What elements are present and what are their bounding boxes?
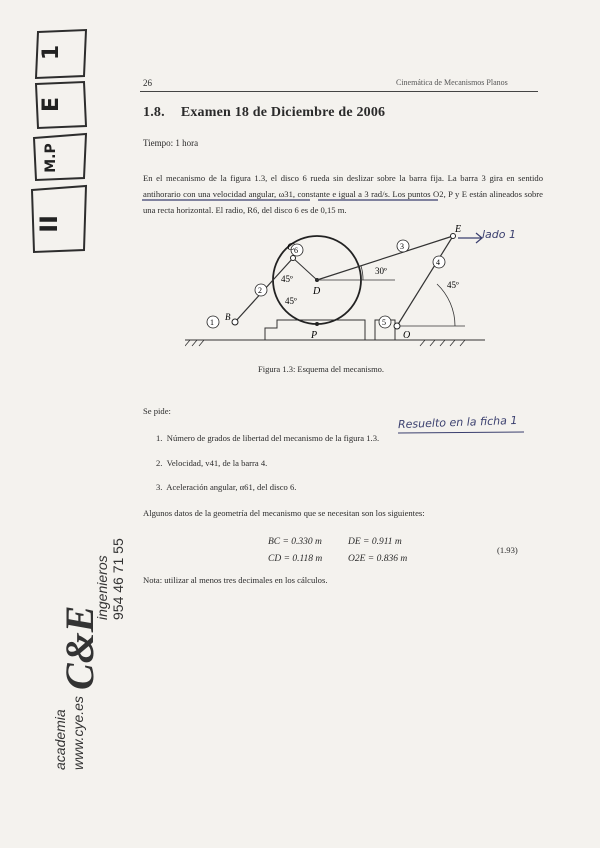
section-title <box>143 105 385 121</box>
contact-p <box>315 322 319 326</box>
equation-de: DE = 0.911 m <box>348 537 402 547</box>
stamp-ingenieros: ingenieros <box>94 555 110 620</box>
label-angle45b: 45º <box>285 296 297 306</box>
label-n4: 4 <box>436 258 440 267</box>
question-3-text: Aceleración angular, α61, del disco 6. <box>166 482 297 492</box>
question-1-text: Número de grados de libertad del mecanismo de la figura 1.3. <box>166 433 380 443</box>
mechanism-figure <box>185 222 495 352</box>
note: Nota: utilizar al menos tres decimales en los cálculos. <box>143 575 328 585</box>
label-n2: 2 <box>258 286 262 295</box>
label-p: P <box>311 330 318 341</box>
angle-arc-45 <box>437 284 455 326</box>
label-n5: 5 <box>382 318 386 327</box>
handwritten-lado: lado 1 <box>482 228 517 241</box>
ground-hatch <box>185 340 465 346</box>
label-n6: 6 <box>294 246 298 255</box>
label-n1: 1 <box>210 318 214 327</box>
tab-label-3: M.P <box>42 143 59 173</box>
stamp-web: www.cye.es <box>70 696 86 770</box>
label-angle45a: 45º <box>281 274 293 284</box>
label-o2: O <box>403 330 411 341</box>
problem-statement: En el mecanismo de la figura 1.3, el disco 6 rueda sin deslizar sobre la barra fija. La barra 3 gira en sentido antihorario con una velocidad angular, ω31, constante e igual a 3 rad/s. Los puntos O2, P y E están alineados sobre una recta horizontal. El radio, R6, del disco 6 es de 0,15 m. <box>143 173 543 215</box>
label-e: E <box>455 224 462 235</box>
time-allowed: Tiempo: 1 hora <box>143 138 199 148</box>
section-number: 1.8. <box>143 105 165 120</box>
pin-b <box>232 319 238 325</box>
label-angle30: 30º <box>375 266 387 276</box>
label-c: C <box>287 241 295 253</box>
equation-o2e: O2E = 0.836 m <box>348 554 408 564</box>
question-1-number: 1. <box>156 433 163 443</box>
handwritten-note-underline <box>396 430 526 436</box>
question-1 <box>156 433 379 443</box>
page-number: 26 <box>143 78 152 88</box>
label-d: D <box>313 286 321 297</box>
academy-stamp <box>48 520 128 770</box>
stamp-academia: academia <box>52 709 68 770</box>
equation-cd: CD = 0.118 m <box>268 554 323 564</box>
tab-label-1: 1 <box>39 44 65 61</box>
tab-label-2: E <box>39 96 65 113</box>
question-2-number: 2. <box>156 458 163 468</box>
handwritten-note: Resuelto en la ficha 1 <box>397 413 518 432</box>
pin-c <box>291 256 296 261</box>
se-pide: Se pide: <box>143 406 171 416</box>
tab-label-4: II <box>34 215 63 233</box>
stamp-phone: 954 46 71 55 <box>110 538 126 620</box>
geometry-data-intro: Algunos datos de la geometría del mecanismo que se necesitan son los siguientes: <box>143 508 425 518</box>
pin-o2 <box>394 323 400 329</box>
figure-caption: Figura 1.3: Esquema del mecanismo. <box>258 364 385 374</box>
section-title-text: Examen 18 de Diciembre de 2006 <box>180 105 386 120</box>
running-title: Cinemática de Mecanismos Planos <box>396 78 508 87</box>
question-2 <box>156 458 267 468</box>
equation-number: (1.93) <box>497 545 518 555</box>
question-3 <box>156 482 296 492</box>
bar-cd <box>293 258 317 280</box>
label-angle45c: 45º <box>447 280 459 290</box>
label-b: B <box>225 312 231 322</box>
handwritten-underlines <box>140 180 440 210</box>
header-rule <box>140 91 538 92</box>
question-2-text: Velocidad, v41, de la barra 4. <box>166 458 268 468</box>
label-n3: 3 <box>400 242 404 251</box>
equation-bc: BC = 0.330 m <box>268 537 322 547</box>
stamp-brand: C&E <box>57 605 102 690</box>
question-3-number: 3. <box>156 482 163 492</box>
